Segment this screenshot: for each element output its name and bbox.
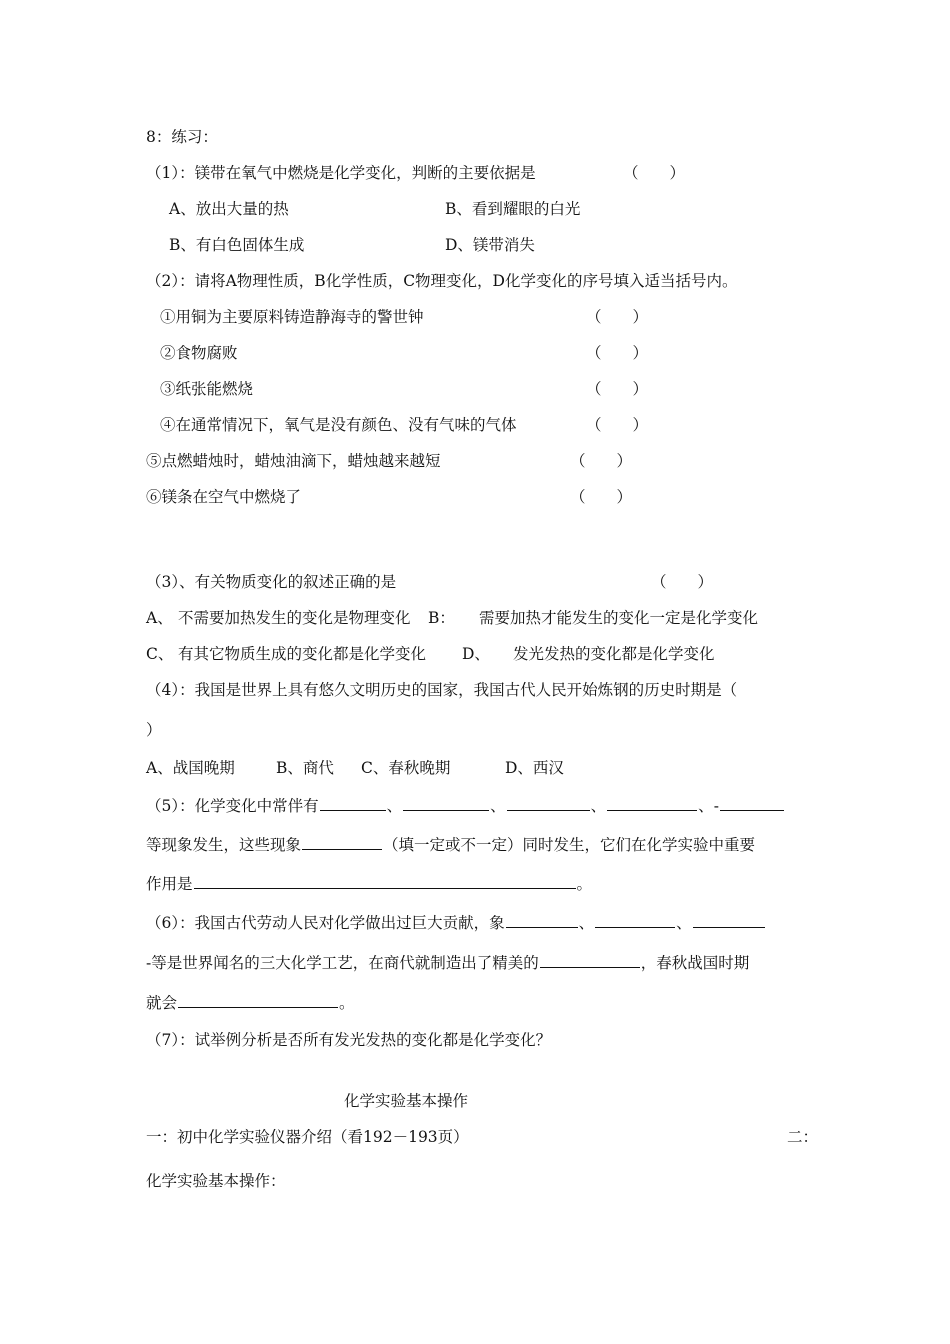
q3-option-a: 不需要加热发生的变化是物理变化 xyxy=(178,609,411,627)
q6-blank-5[interactable] xyxy=(178,992,338,1008)
section-title: 化学实验基本操作 xyxy=(344,1092,469,1110)
q5-text-2: 等现象发生，这些现象 xyxy=(146,836,302,854)
q4-option-c: C、春秋晚期 xyxy=(361,759,451,777)
q6-text-3: ，春秋战国时期 xyxy=(640,954,750,972)
q5-line-3 xyxy=(146,873,592,894)
q5-line-1 xyxy=(146,795,785,816)
q6-separator: 、 xyxy=(578,914,595,932)
q6-separator: 、 xyxy=(676,914,692,932)
q6-blank-1[interactable] xyxy=(506,912,578,928)
q6-line-1 xyxy=(146,912,766,933)
q5-blank-5[interactable] xyxy=(720,795,784,811)
q5-blank-7[interactable] xyxy=(194,873,576,889)
q4-stem-end: ） xyxy=(146,721,162,739)
q1-stem: （1）：镁带在氧气中燃烧是化学变化，判断的主要依据是 xyxy=(146,164,536,182)
q3-option-b: 需要加热才能发生的变化一定是化学变化 xyxy=(479,609,759,627)
q6-text-4: 就会 xyxy=(146,994,178,1012)
q3-answer-bracket: （ ） xyxy=(651,573,714,591)
q5-line-2 xyxy=(146,834,755,855)
q5-blank-2[interactable] xyxy=(403,795,489,811)
q3-option-a-label: A、 xyxy=(146,609,173,627)
q5-dash: - xyxy=(713,797,719,815)
q2-stem: （2）：请将A物理性质，B化学性质，C物理变化，D化学变化的序号填入适当括号内。 xyxy=(146,272,738,290)
section-heading: 8：练习： xyxy=(146,128,218,146)
q3-stem: （3）、有关物质变化的叙述正确的是 xyxy=(146,573,397,591)
q3-option-c: 有其它物质生成的变化都是化学变化 xyxy=(178,645,427,663)
q2-item-2-bracket: （ ） xyxy=(586,344,649,362)
q1-answer-bracket: （ ） xyxy=(623,164,686,182)
q3-option-c-label: C、 xyxy=(146,645,174,663)
q6-line-2 xyxy=(146,952,749,973)
q5-separator: 、 xyxy=(386,797,403,815)
q3-option-d-label: D、 xyxy=(462,645,490,663)
q6-text-2: -等是世界闻名的三大化学工艺，在商代就制造出了精美的 xyxy=(146,954,539,972)
q2-item-6-bracket: （ ） xyxy=(570,488,633,506)
q7-stem: （7）：试举例分析是否所有发光发热的变化都是化学变化？ xyxy=(146,1031,552,1049)
q5-text-4: 作用是 xyxy=(146,875,193,893)
q5-blank-6[interactable] xyxy=(302,834,382,850)
q6-blank-4[interactable] xyxy=(540,952,640,968)
q1-option-a: A、放出大量的热 xyxy=(169,200,289,218)
q2-item-3-bracket: （ ） xyxy=(586,380,649,398)
q3-option-d: 发光发热的变化都是化学变化 xyxy=(513,645,715,663)
q3-option-b-label: B： xyxy=(428,609,455,627)
q6-stem: （6）：我国古代劳动人民对化学做出过巨大贡献，象 xyxy=(146,914,505,932)
q5-end: 。 xyxy=(576,875,593,893)
section-two-label: 二： xyxy=(787,1128,819,1146)
q5-separator: 、 xyxy=(590,797,607,815)
q5-separator: 、 xyxy=(698,797,714,815)
q6-blank-2[interactable] xyxy=(595,912,675,928)
section-two-text: 化学实验基本操作： xyxy=(146,1172,286,1190)
q2-item-1-bracket: （ ） xyxy=(586,308,649,326)
q2-item-3: ③纸张能燃烧 xyxy=(160,380,254,398)
q2-item-6: ⑥镁条在空气中燃烧了 xyxy=(146,488,302,506)
q1-option-b: B、看到耀眼的白光 xyxy=(445,200,581,218)
q6-end: 。 xyxy=(339,994,355,1012)
q5-stem: （5）：化学变化中常伴有 xyxy=(146,797,319,815)
q2-item-1: ①用铜为主要原料铸造静海寺的警世钟 xyxy=(160,308,424,326)
q5-separator: 、 xyxy=(490,797,506,815)
section-one: 一：初中化学实验仪器介绍（看192－193页） xyxy=(146,1128,469,1146)
q5-blank-3[interactable] xyxy=(507,795,590,811)
q2-item-4-bracket: （ ） xyxy=(586,416,649,434)
q4-option-a: A、战国晚期 xyxy=(146,759,235,777)
q5-text-3: （填一定或不一定）同时发生，它们在化学实验中重要 xyxy=(383,836,756,854)
q2-item-2: ②食物腐败 xyxy=(160,344,238,362)
q5-blank-1[interactable] xyxy=(320,795,386,811)
q2-item-5-bracket: （ ） xyxy=(570,452,633,470)
q6-line-3 xyxy=(146,992,355,1013)
q4-option-d: D、西汉 xyxy=(505,759,564,777)
q2-item-4: ④在通常情况下，氧气是没有颜色、没有气味的气体 xyxy=(160,416,517,434)
q1-option-c: B、有白色固体生成 xyxy=(169,236,305,254)
q1-option-d: D、镁带消失 xyxy=(445,236,535,254)
q4-option-b: B、商代 xyxy=(276,759,334,777)
q6-blank-3[interactable] xyxy=(693,912,765,928)
q5-blank-4[interactable] xyxy=(607,795,697,811)
q2-item-5: ⑤点燃蜡烛时，蜡烛油滴下，蜡烛越来越短 xyxy=(146,452,441,470)
q4-stem: （4）：我国是世界上具有悠久文明历史的国家，我国古代人民开始炼钢的历史时期是（ xyxy=(146,681,738,699)
